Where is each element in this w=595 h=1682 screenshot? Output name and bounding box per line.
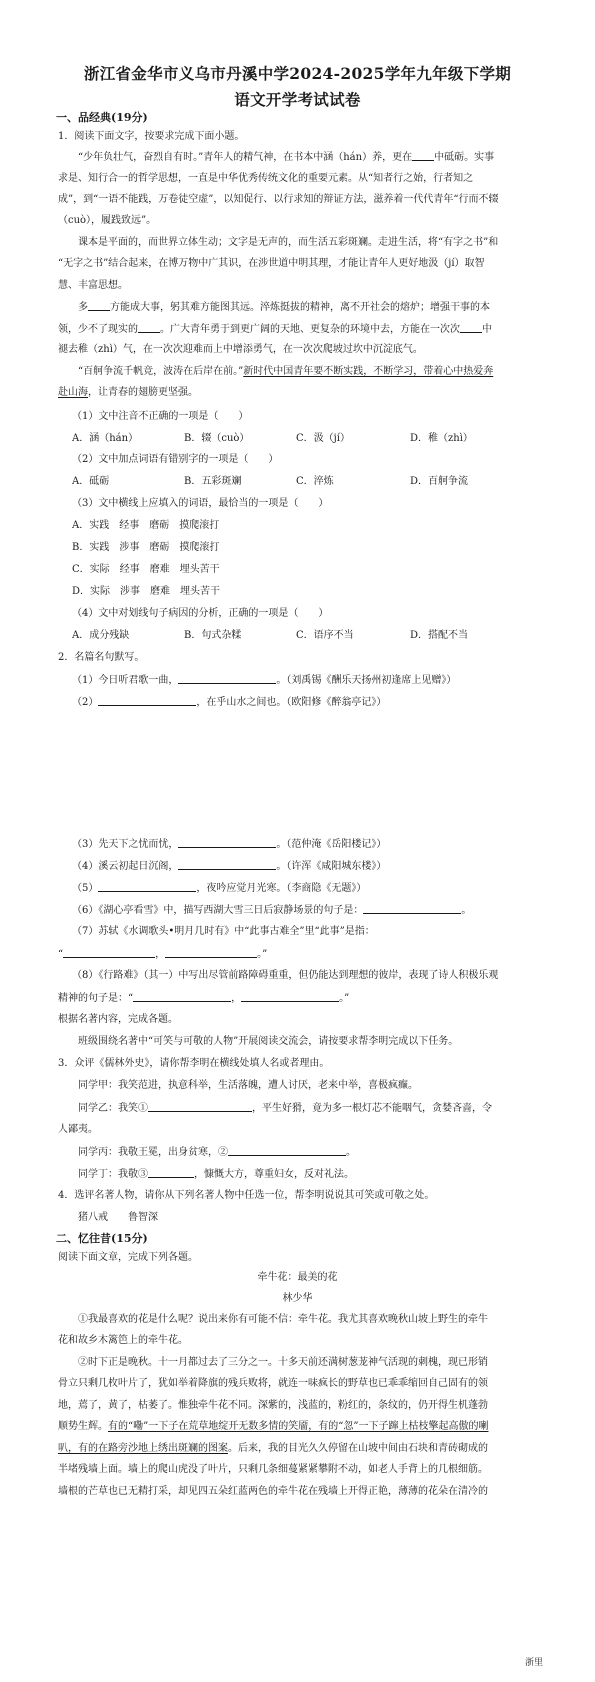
answer-blank[interactable]: [63, 947, 155, 958]
article-title: 牵牛花：最美的花: [257, 1272, 338, 1283]
option-b[interactable]: B．实践 涉事 磨砺 摸爬滚打: [72, 542, 220, 553]
recitation-6: （6）《湖心亭看雪》中，描写西湖大雪三日后寂静场景的句子是： 。: [72, 905, 472, 916]
passage-line: 多 方能成大事，躬其难方能图其远。淬炼挺拔的精神，离不开社会的熔炉；增强干事的本: [78, 302, 490, 313]
option-b[interactable]: B．五彩斑斓: [184, 476, 242, 487]
passage-line: 领，少不了现实的 。广大青年勇于到更广阔的天地、更复杂的环境中去，方能在一次次 中: [58, 324, 492, 335]
recitation-8-answer: 精神的句子是：“ ， 。”: [58, 993, 350, 1004]
section-1-heading: 一、品经典(19分): [56, 111, 148, 124]
exam-title-line2: 语文开学考试试卷: [234, 90, 361, 109]
recitation-3: （3）先天下之忧而忧， 。（范仲淹《岳阳楼记》）: [72, 839, 387, 850]
answer-blank[interactable]: [148, 1101, 252, 1112]
page-footer: 浙里: [524, 1658, 543, 1668]
answer-blank[interactable]: [178, 859, 276, 870]
answer-blank[interactable]: [363, 903, 461, 914]
underlined-sentence: 叭，有的在路旁沙地上绣出斑斓的图案: [58, 1443, 228, 1454]
student-b-comment: 同学乙：我笑① ，平生好猾，竟为多一根灯芯不能咽气，贪婪吝啬，令: [78, 1103, 492, 1114]
article-line: ①我最喜欢的花是什么呢？说出来你有可能不信：牵牛花。我尤其喜欢晚秋山坡上野生的牵牛: [78, 1314, 488, 1325]
student-a-comment: 同学甲：我笑范进，执意科举，生活落魄，遭人讨厌，老来中举，喜极疯癫。: [78, 1080, 418, 1091]
fill-blank: [460, 322, 482, 333]
question-4-prompt: 4．选评名著人物，请你从下列名著人物中任选一位，帮李明说说其可笑或可敬之处。: [58, 1190, 435, 1201]
article-line: ②时下正是晚秋。十一月都过去了三分之一。十多天前还满树葱茏神气活现的刺槐，现已形销: [78, 1357, 488, 1368]
passage-line: “无字之书”结合起来，在博万物中广其识，在涉世道中明其理，才能让青年人更好地汲（jí）取智: [58, 258, 485, 269]
passage-line: 课本是平面的，而世界立体生动；文字是无声的，而生活五彩斑斓。走进生活，将“有字之书”和: [78, 237, 499, 248]
reading-instruction: 阅读下面文章，完成下列各题。: [58, 1252, 198, 1263]
recitation-7-answer: “ ， 。”: [58, 949, 268, 960]
article-line: 骨立只剩几枚叶片了，犹如举着降旗的残兵败将，就连一味疯长的野草也已乖乖缩回自己固有的领: [58, 1378, 488, 1389]
article-line: 墙根的芒草也已无精打采，却见四五朵红蓝两色的牵牛花在残墙上开得正艳，薄薄的花朵在清冷的: [58, 1486, 488, 1497]
option-b[interactable]: B．辍（cuò）: [184, 433, 250, 444]
answer-blank[interactable]: [98, 695, 196, 706]
recitation-2: （2） ，在乎山水之间也。（欧阳修《醉翁亭记》）: [72, 697, 387, 708]
fill-blank: [88, 300, 110, 311]
passage-line: 赴山海，让青春的翅膀更坚强。: [58, 387, 198, 398]
sub-question-1: （1）文中注音不正确的一项是（ ）: [72, 411, 249, 422]
question-3-prompt: 3．众评《儒林外史》，请你帮李明在横线处填人名或者理由。: [58, 1058, 330, 1069]
recitation-1: （1）今日听君歌一曲， 。（刘禹锡《酬乐天扬州初逢席上见赠》）: [72, 675, 457, 686]
passage-line: 慧、丰富思想。: [58, 280, 128, 291]
answer-blank[interactable]: [178, 837, 276, 848]
article-line: 半堵残墙上面。墙上的爬山虎没了叶片，只剩几条细蔓紧紧攀附不动，如老人手背上的几根细筋。: [58, 1464, 488, 1475]
option-c[interactable]: C．淬炼: [296, 476, 334, 487]
underlined-sentence: 赴山海: [58, 387, 88, 398]
recitation-7: （7）苏轼《水调歌头•明月几时有》中“此事古难全”里“此事”是指：: [72, 926, 375, 937]
recitation-4: （4）溪云初起日沉阁， 。（许浑《咸阳城东楼》）: [72, 861, 387, 872]
option-d[interactable]: D．实际 涉事 磨难 埋头苦干: [72, 586, 221, 597]
option-c[interactable]: C．实际 经事 磨难 埋头苦干: [72, 564, 220, 575]
article-line: 地，蔫了，黄了，枯萎了。惟独牵牛花不同。深紫的，浅蓝的，粉红的，条纹的，仍开得生机蓬勃: [58, 1400, 488, 1411]
answer-blank[interactable]: [165, 947, 257, 958]
passage-line: 成”，到“一语不能践，万卷徒空虚”，以知促行、以行求知的辩证方法，滋养着一代代青年“行而不辍: [58, 194, 499, 205]
fill-blank: [412, 150, 434, 161]
option-c[interactable]: C．语序不当: [296, 630, 354, 641]
option-a[interactable]: A．实践 经事 磨砺 摸爬滚打: [72, 520, 220, 531]
answer-blank[interactable]: [178, 673, 276, 684]
fill-blank: [138, 322, 160, 333]
question-1-prompt: 1．阅读下面文字，按要求完成下面小题。: [58, 131, 245, 142]
sub-question-4: （4）文中对划线句子病因的分析，正确的一项是（ ）: [72, 608, 329, 619]
options-row: [72, 432, 473, 446]
passage-line: “百舸争流千帆竞，波涛在后岸在前。”新时代中国青年要不断实践，不断学习，带着心中热爱奔: [78, 366, 494, 377]
options-row: [72, 629, 468, 643]
student-c-comment: 同学丙：我敬王冕，出身贫寒，② 。: [78, 1147, 356, 1158]
option-a[interactable]: A．涵（hán）: [72, 433, 139, 444]
answer-blank[interactable]: [228, 1145, 346, 1156]
article-line: 顺势生辉。有的“嘞”一下子在荒草地绽开无数多情的笑靥，有的“忽”一下子蹿上枯枝擎起高傲的喇: [58, 1421, 489, 1432]
question-2-prompt: 2．名篇名句默写。: [58, 652, 145, 663]
exam-title-line1: 浙江省金华市义乌市丹溪中学2024-2025学年九年级下学期: [83, 64, 512, 83]
student-d-comment: 同学丁：我敬③ ，慷慨大方，尊重妇女，反对礼法。: [78, 1169, 354, 1180]
underlined-sentence: 有的“嘞”一下子在荒草地绽开无数多情的笑靥，有的“忽”一下子蹿上枯枝擎起高傲的喇: [108, 1421, 489, 1432]
option-c[interactable]: C．汲（jí）: [296, 433, 350, 444]
option-b[interactable]: B．句式杂糅: [184, 630, 242, 641]
article-line: 叭，有的在路旁沙地上绣出斑斓的图案。后来，我的目光久久停留在山坡中间由石块和青砖砌成的: [58, 1443, 488, 1454]
student-b-comment-cont: 人鄙夷。: [58, 1124, 98, 1135]
answer-blank[interactable]: [148, 1167, 194, 1178]
reading-context: 班级围绕名著中“可笑与可敬的人物”开展阅读交流会，请按要求帮李明完成以下任务。: [78, 1036, 459, 1047]
option-d[interactable]: D．稚（zhì）: [410, 433, 473, 444]
option-a[interactable]: A．砥砺: [72, 476, 110, 487]
option-a[interactable]: A．成分残缺: [72, 630, 130, 641]
option-d[interactable]: D．百舸争流: [410, 476, 469, 487]
section-2-heading: 二、忆往昔(15分): [56, 1232, 148, 1245]
option-d[interactable]: D．搭配不当: [410, 630, 469, 641]
recitation-5: （5） ，夜吟应觉月光寒。（李商隐《无题》）: [72, 883, 367, 894]
reading-instruction: 根据名著内容，完成各题。: [58, 1014, 178, 1025]
passage-line: （cuò），履践致远”。: [58, 215, 157, 226]
answer-blank[interactable]: [98, 881, 196, 892]
passage-line: 褪去稚（zhì）气，在一次次迎难而上中增添勇气，在一次次爬坡过坎中沉淀底气。: [58, 344, 423, 355]
character-choices: 猪八戒 鲁智深: [78, 1212, 158, 1223]
answer-blank[interactable]: [133, 991, 231, 1002]
options-row: [72, 475, 468, 489]
article-author: 林少华: [282, 1293, 313, 1304]
passage-line: “少年负壮气，奋烈自有时。”青年人的精气神，在书本中涵（hán）养，更在 中砥砺。实事: [78, 152, 495, 163]
article-line: 花和故乡木篱笆上的牵牛花。: [58, 1335, 188, 1346]
underlined-sentence: 新时代中国青年要不断实践，不断学习，带着心中热爱奔: [243, 366, 494, 377]
passage-line: 求是、知行合一的哲学思想，一直是中华优秀传统文化的重要元素。从“知者行之始，行者知之: [58, 173, 474, 184]
sub-question-3: （3）文中横线上应填入的词语，最恰当的一项是（ ）: [72, 498, 329, 509]
answer-blank[interactable]: [241, 991, 339, 1002]
sub-question-2: （2）文中加点词语有错别字的一项是（ ）: [72, 454, 279, 465]
recitation-8: （8）《行路难》（其一）中写出尽管前路障碍重重，但仍能达到理想的彼岸，表现了诗人积极乐观: [72, 970, 499, 981]
